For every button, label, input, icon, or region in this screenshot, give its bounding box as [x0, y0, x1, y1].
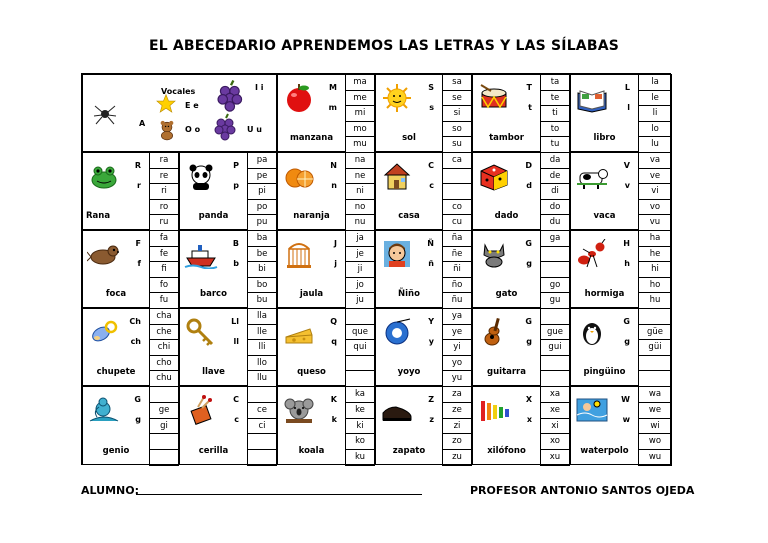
- word-label: panda: [198, 211, 229, 221]
- word-label: zapato: [392, 446, 426, 456]
- syllable-cell: ba: [247, 230, 277, 247]
- syllable-cell: [638, 308, 672, 325]
- lowercase-letter: h: [624, 259, 630, 268]
- uppercase-letter: Z: [428, 395, 434, 404]
- syllable-cell: ki: [345, 418, 375, 435]
- syllable-cell: [638, 355, 672, 372]
- syllable-cell: ho: [638, 277, 672, 294]
- lowercase-letter: q: [331, 337, 337, 346]
- spider-icon: [88, 99, 122, 133]
- waterpolo-icon: [575, 395, 609, 429]
- syllable-cell: güi: [638, 339, 672, 356]
- syllable-cell: de: [540, 168, 570, 185]
- letter-card: [277, 74, 346, 152]
- cage-icon: [282, 239, 316, 273]
- letter-card: [472, 230, 541, 308]
- syllable-cell: bo: [247, 277, 277, 294]
- syllable-cell: sa: [442, 74, 472, 91]
- syllable-cell: lu: [638, 136, 672, 153]
- syllable-cell: hu: [638, 292, 672, 309]
- lowercase-letter: r: [137, 181, 141, 190]
- boy-icon: [380, 239, 414, 273]
- syllable-cell: [540, 355, 570, 372]
- syllable-cell: yo: [442, 355, 472, 372]
- vowel-a: A: [139, 119, 146, 128]
- lowercase-letter: n: [331, 181, 337, 190]
- lowercase-letter: ll: [233, 337, 239, 346]
- syllable-cell: so: [442, 121, 472, 138]
- letter-card: [179, 386, 248, 465]
- syllable-cell: pe: [247, 168, 277, 185]
- uppercase-letter: N: [330, 161, 337, 170]
- uppercase-letter: J: [334, 239, 337, 248]
- syllable-cell: fo: [149, 277, 179, 294]
- letter-card: [179, 230, 248, 308]
- word-label: barco: [200, 289, 227, 299]
- lowercase-letter: w: [622, 415, 630, 424]
- syllable-cell: ñu: [442, 292, 472, 309]
- student-label: ALUMNO:: [81, 484, 139, 497]
- syllable-cell: da: [540, 152, 570, 169]
- uppercase-letter: B: [232, 239, 239, 248]
- letter-card: [375, 74, 443, 152]
- guitar-icon: [477, 317, 511, 351]
- cheese-icon: [282, 317, 316, 351]
- vowel-e: E e: [185, 101, 199, 110]
- lowercase-letter: k: [331, 415, 337, 424]
- syllable-cell: pa: [247, 152, 277, 169]
- lowercase-letter: p: [233, 181, 239, 190]
- dice-icon: [477, 161, 511, 195]
- uppercase-letter: C: [428, 161, 434, 170]
- syllable-cell: chu: [149, 370, 179, 387]
- syllable-cell: pi: [247, 183, 277, 200]
- lowercase-letter: m: [328, 103, 337, 112]
- genie-icon: [87, 395, 121, 429]
- uppercase-letter: X: [525, 395, 532, 404]
- syllable-cell: ga: [540, 230, 570, 247]
- syllable-cell: va: [638, 152, 672, 169]
- syllable-cell: si: [442, 105, 472, 122]
- syllable-cell: mo: [345, 121, 375, 138]
- syllable-cell: bu: [247, 292, 277, 309]
- syllable-cell: que: [345, 324, 375, 341]
- pacifier-icon: [87, 317, 121, 351]
- book-icon: [575, 83, 609, 117]
- syllable-cell: [345, 370, 375, 387]
- syllable-cell: [247, 433, 277, 450]
- drum-icon: [477, 83, 511, 117]
- syllable-cell: wu: [638, 449, 672, 466]
- lowercase-letter: ch: [130, 337, 141, 346]
- lowercase-letter: c: [429, 181, 434, 190]
- syllable-cell: xi: [540, 418, 570, 435]
- syllable-cell: we: [638, 402, 672, 419]
- syllable-cell: [540, 261, 570, 278]
- letter-card: [570, 230, 639, 308]
- syllable-cell: nu: [345, 214, 375, 231]
- syllable-cell: na: [345, 152, 375, 169]
- syllable-cell: co: [442, 199, 472, 216]
- letter-card: [82, 230, 150, 308]
- syllable-cell: te: [540, 90, 570, 107]
- lowercase-letter: g: [526, 259, 532, 268]
- word-label: manzana: [289, 133, 334, 143]
- syllable-cell: llu: [247, 370, 277, 387]
- uppercase-letter: G: [525, 239, 532, 248]
- syllable-cell: qui: [345, 339, 375, 356]
- syllable-cell: [540, 370, 570, 387]
- word-label: gato: [495, 289, 518, 299]
- syllable-cell: llo: [247, 355, 277, 372]
- syllable-cell: xu: [540, 449, 570, 466]
- syllable-cell: fe: [149, 246, 179, 263]
- uppercase-letter: Ll: [231, 317, 239, 326]
- syllable-cell: ha: [638, 230, 672, 247]
- vowel-o: O o: [185, 125, 201, 134]
- syllable-cell: che: [149, 324, 179, 341]
- syllable-cell: wa: [638, 386, 672, 403]
- letter-card: [179, 308, 248, 386]
- lowercase-letter: g: [135, 415, 141, 424]
- word-label: dado: [494, 211, 519, 221]
- syllable-cell: zu: [442, 449, 472, 466]
- syllable-cell: cu: [442, 214, 472, 231]
- syllable-cell: ru: [149, 214, 179, 231]
- ant-icon: [575, 239, 609, 273]
- word-label: libro: [593, 133, 616, 143]
- vowels-card: [82, 74, 277, 152]
- boat-icon: [184, 239, 218, 273]
- penguin-icon: [575, 317, 609, 351]
- syllable-cell: du: [540, 214, 570, 231]
- shoe-icon: [380, 395, 414, 429]
- syllable-cell: ne: [345, 168, 375, 185]
- syllable-cell: ja: [345, 230, 375, 247]
- syllable-cell: gue: [540, 324, 570, 341]
- syllable-cell: [345, 355, 375, 372]
- syllable-cell: ke: [345, 402, 375, 419]
- syllable-cell: se: [442, 90, 472, 107]
- word-label: foca: [105, 289, 127, 299]
- syllable-cell: vi: [638, 183, 672, 200]
- syllable-cell: tu: [540, 136, 570, 153]
- syllable-cell: he: [638, 246, 672, 263]
- syllable-cell: [149, 433, 179, 450]
- syllable-cell: lo: [638, 121, 672, 138]
- syllable-cell: [442, 183, 472, 200]
- syllable-cell: ca: [442, 152, 472, 169]
- syllable-cell: ma: [345, 74, 375, 91]
- word-label: naranja: [293, 211, 330, 221]
- syllable-cell: ña: [442, 230, 472, 247]
- letter-card: [472, 308, 541, 386]
- cat-icon: [477, 239, 511, 273]
- letter-card: [277, 308, 346, 386]
- page-title: EL ABECEDARIO APRENDEMOS LAS LETRAS Y LAS SÍLABAS: [148, 38, 620, 54]
- syllable-cell: [442, 168, 472, 185]
- lowercase-letter: l: [627, 103, 630, 112]
- syllable-cell: hi: [638, 261, 672, 278]
- syllable-cell: ño: [442, 277, 472, 294]
- word-label: hormiga: [584, 289, 625, 299]
- syllable-cell: jo: [345, 277, 375, 294]
- koala-icon: [282, 395, 316, 429]
- syllable-cell: [247, 449, 277, 466]
- syllable-cell: cho: [149, 355, 179, 372]
- syllable-cell: ku: [345, 449, 375, 466]
- letter-card: [82, 386, 150, 465]
- syllable-cell: go: [540, 277, 570, 294]
- syllable-cell: [638, 370, 672, 387]
- syllable-cell: no: [345, 199, 375, 216]
- word-label: waterpolo: [580, 446, 629, 456]
- letter-card: [179, 152, 248, 230]
- word-label: Rana: [86, 211, 111, 221]
- syllable-cell: [149, 449, 179, 466]
- letter-card: [277, 152, 346, 230]
- word-label: koala: [298, 446, 325, 456]
- syllable-cell: ge: [149, 402, 179, 419]
- uppercase-letter: V: [623, 161, 630, 170]
- syllable-cell: ci: [247, 418, 277, 435]
- lowercase-letter: g: [624, 337, 630, 346]
- syllable-cell: [247, 386, 277, 403]
- syllable-cell: to: [540, 121, 570, 138]
- syllable-cell: ce: [247, 402, 277, 419]
- uppercase-letter: G: [623, 317, 630, 326]
- syllable-cell: vu: [638, 214, 672, 231]
- word-label: cerilla: [198, 446, 229, 456]
- word-label: pingüino: [583, 367, 626, 377]
- lowercase-letter: g: [526, 337, 532, 346]
- syllable-cell: bi: [247, 261, 277, 278]
- uppercase-letter: T: [526, 83, 532, 92]
- letter-card: [472, 152, 541, 230]
- uppercase-letter: L: [624, 83, 630, 92]
- syllable-cell: la: [638, 74, 672, 91]
- syllable-cell: po: [247, 199, 277, 216]
- syllable-cell: li: [638, 105, 672, 122]
- orange-icon: [282, 161, 316, 195]
- syllable-cell: ta: [540, 74, 570, 91]
- syllable-cell: lli: [247, 339, 277, 356]
- teddy-bear-icon: [155, 119, 179, 145]
- frog-icon: [87, 161, 121, 195]
- uppercase-letter: Ñ: [427, 239, 434, 248]
- letter-card: [570, 152, 639, 230]
- word-label: chupete: [96, 367, 136, 377]
- syllable-cell: ñe: [442, 246, 472, 263]
- lowercase-letter: d: [526, 181, 532, 190]
- syllable-cell: pu: [247, 214, 277, 231]
- cow-icon: [575, 161, 609, 195]
- syllable-cell: [149, 386, 179, 403]
- syllable-cell: ni: [345, 183, 375, 200]
- word-label: genio: [102, 446, 130, 456]
- word-label: casa: [398, 211, 420, 221]
- syllable-cell: mu: [345, 136, 375, 153]
- syllable-cell: lle: [247, 324, 277, 341]
- uppercase-letter: G: [525, 317, 532, 326]
- lowercase-letter: v: [624, 181, 630, 190]
- syllable-cell: xa: [540, 386, 570, 403]
- lowercase-letter: b: [233, 259, 239, 268]
- star-icon: [155, 93, 177, 117]
- syllable-cell: chi: [149, 339, 179, 356]
- syllable-cell: wi: [638, 418, 672, 435]
- lowercase-letter: ñ: [428, 259, 434, 268]
- letter-card: [277, 386, 346, 465]
- student-name-line: [136, 494, 422, 495]
- syllable-cell: gui: [540, 339, 570, 356]
- syllable-cell: mi: [345, 105, 375, 122]
- syllable-cell: su: [442, 136, 472, 153]
- uppercase-letter: D: [525, 161, 532, 170]
- syllable-cell: gu: [540, 292, 570, 309]
- syllable-cell: ra: [149, 152, 179, 169]
- uppercase-letter: Ch: [129, 317, 141, 326]
- word-label: Ñiño: [398, 289, 420, 299]
- uppercase-letter: Y: [428, 317, 434, 326]
- letter-card: [570, 386, 639, 465]
- house-icon: [380, 161, 414, 195]
- uppercase-letter: W: [621, 395, 630, 404]
- alphabet-grid: [81, 73, 671, 465]
- vowels-heading: Vocales: [161, 87, 196, 96]
- grapes-icon: [209, 111, 243, 149]
- vowel-u: U u: [247, 125, 262, 134]
- uppercase-letter: Q: [330, 317, 337, 326]
- syllable-cell: ju: [345, 292, 375, 309]
- lowercase-letter: x: [526, 415, 532, 424]
- syllable-cell: ko: [345, 433, 375, 450]
- syllable-cell: güe: [638, 324, 672, 341]
- xylophone-icon: [477, 395, 511, 429]
- syllable-cell: do: [540, 199, 570, 216]
- syllable-cell: fa: [149, 230, 179, 247]
- syllable-cell: yu: [442, 370, 472, 387]
- word-label: xilófono: [487, 446, 526, 456]
- yoyo-icon: [380, 317, 414, 351]
- uppercase-letter: R: [134, 161, 141, 170]
- letter-card: [82, 152, 150, 230]
- syllable-cell: cha: [149, 308, 179, 325]
- lowercase-letter: t: [528, 103, 532, 112]
- word-label: yoyo: [397, 367, 421, 377]
- lowercase-letter: y: [428, 337, 434, 346]
- syllable-cell: be: [247, 246, 277, 263]
- syllable-cell: ñi: [442, 261, 472, 278]
- uppercase-letter: F: [135, 239, 141, 248]
- word-label: guitarra: [487, 367, 526, 377]
- letter-card: [375, 308, 443, 386]
- letter-card: [570, 308, 639, 386]
- letter-card: [277, 230, 346, 308]
- uppercase-letter: K: [330, 395, 337, 404]
- teacher-name: PROFESOR ANTONIO SANTOS OJEDA: [470, 484, 695, 497]
- apple-icon: [282, 83, 316, 117]
- word-label: vaca: [593, 211, 616, 221]
- syllable-cell: [345, 308, 375, 325]
- syllable-cell: [540, 308, 570, 325]
- uppercase-letter: M: [329, 83, 337, 92]
- uppercase-letter: G: [134, 395, 141, 404]
- syllable-cell: fu: [149, 292, 179, 309]
- lowercase-letter: s: [429, 103, 434, 112]
- word-label: tambor: [489, 133, 524, 143]
- uppercase-letter: H: [623, 239, 630, 248]
- lowercase-letter: f: [137, 259, 141, 268]
- syllable-cell: ti: [540, 105, 570, 122]
- syllable-cell: xe: [540, 402, 570, 419]
- syllable-cell: vo: [638, 199, 672, 216]
- word-label: queso: [297, 367, 326, 377]
- syllable-cell: [540, 246, 570, 263]
- syllable-cell: ri: [149, 183, 179, 200]
- uppercase-letter: P: [233, 161, 239, 170]
- syllable-cell: fi: [149, 261, 179, 278]
- syllable-cell: zo: [442, 433, 472, 450]
- syllable-cell: za: [442, 386, 472, 403]
- syllable-cell: ze: [442, 402, 472, 419]
- letter-card: [82, 308, 150, 386]
- lowercase-letter: z: [429, 415, 434, 424]
- syllable-cell: je: [345, 246, 375, 263]
- syllable-cell: lla: [247, 308, 277, 325]
- syllable-cell: zi: [442, 418, 472, 435]
- syllable-cell: le: [638, 90, 672, 107]
- syllable-cell: ya: [442, 308, 472, 325]
- word-label: llave: [202, 367, 225, 377]
- letter-card: [472, 74, 541, 152]
- syllable-cell: re: [149, 168, 179, 185]
- letter-card: [375, 152, 443, 230]
- syllable-cell: me: [345, 90, 375, 107]
- word-label: jaula: [299, 289, 324, 299]
- syllable-cell: gi: [149, 418, 179, 435]
- lowercase-letter: j: [334, 259, 337, 268]
- syllable-cell: di: [540, 183, 570, 200]
- sun-icon: [380, 83, 414, 117]
- vowel-i: I i: [255, 83, 264, 92]
- letter-card: [375, 386, 443, 465]
- uppercase-letter: C: [233, 395, 239, 404]
- syllable-cell: xo: [540, 433, 570, 450]
- syllable-cell: ve: [638, 168, 672, 185]
- syllable-cell: wo: [638, 433, 672, 450]
- letter-card: [472, 386, 541, 465]
- uppercase-letter: S: [428, 83, 434, 92]
- key-icon: [184, 317, 218, 351]
- syllable-cell: yi: [442, 339, 472, 356]
- seal-icon: [87, 239, 121, 273]
- panda-icon: [184, 161, 218, 195]
- syllable-cell: ro: [149, 199, 179, 216]
- syllable-cell: ji: [345, 261, 375, 278]
- syllable-cell: ka: [345, 386, 375, 403]
- matches-icon: [184, 395, 218, 429]
- letter-card: [375, 230, 443, 308]
- word-label: sol: [402, 133, 416, 143]
- syllable-cell: ye: [442, 324, 472, 341]
- letter-card: [570, 74, 639, 152]
- lowercase-letter: c: [234, 415, 239, 424]
